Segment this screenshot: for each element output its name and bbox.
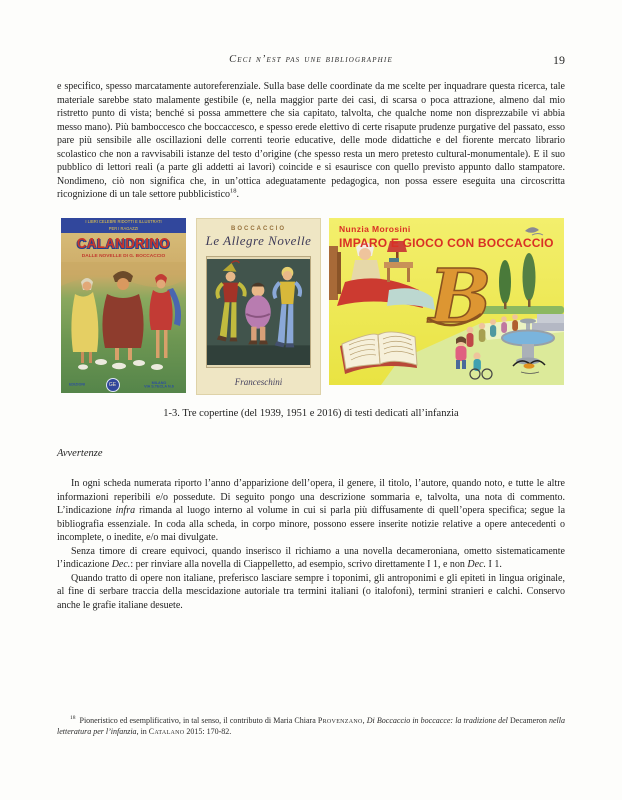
cover-calandrino <box>61 218 186 393</box>
figure-caption: 1-3. Tre copertine (del 1939, 1951 e 2016) di testi dedicati all’infanzia <box>163 408 459 419</box>
cover1-city-line1: MILANO <box>151 380 167 385</box>
fn-comma: , <box>362 716 367 725</box>
cover3-initial-letter: B <box>429 254 492 340</box>
figure-covers-row <box>61 218 564 395</box>
avv-p1-text2: rimanda al luogo interno al volume in cui si parla più diffusamente di quell’opera specifica; segue la bibliografia essenziale. In coda alla scheda, in corpo minore, possono essere inserite notizie relative a opere antecedenti o incomplete, o inedite, e/o mai divulgate. <box>57 505 566 543</box>
cover1-city-line2: VIA S.TECLA N.6 <box>144 384 174 389</box>
cover2-publisher: Franceschini <box>234 377 283 387</box>
cover2-title: Le Allegre Novelle <box>205 233 312 248</box>
cover1-illustration <box>61 262 186 375</box>
avvertenze-block <box>57 477 565 612</box>
cover2-illustration <box>206 256 311 368</box>
avv-p2-text3: I 1. <box>486 559 502 570</box>
avvertenze-paragraph-1 <box>57 477 565 545</box>
avv-p2-text2: : per rinviare alla novella di Ciappelletto, ad esempio, scrivo direttamente I 1, e non <box>130 559 468 570</box>
avv-p3-text: Quando tratto di opere non italiane, preferisco lasciare sempre i toponimi, gli antroponimi e gli epiteti in lingua originale, al fine di serbare traccia della mescidazione autoriale tra termini italiani (o italofoni), termini stranieri e calchi. Conservo anche le grafie italiane desuete. <box>57 572 565 611</box>
avv-p1-text: In ogni scheda numerata riporto l’anno d’apparizione dell’opera, il genere, il titolo, l’autore, quando noto, e tutte le altre informazioni reperibili e/o possedute. Di seguito pongo una descrizione sommaria e, talvolta, una nota di commento. L’indicazione <box>57 478 565 516</box>
cover1-series-line2: PER I RAGAZZI <box>108 226 139 231</box>
avvertenze-paragraph-2 <box>57 545 565 572</box>
cover-allegre-novelle <box>196 218 321 395</box>
body-paragraph-text: e specifico, spesso marcatamente autoreferenziale. Sulla base delle coordinate da me scelte per inquadrare questa ricerca, tale materiale sarebbe stato malamente gestibile (e, nella maggior parte dei casi, di scarsa o poca attrazione, almeno dal mio ristretto punto di vista; benché si possa ammettere che sia capitato, talvolta, che qualche nome non disprezzabile vi abbia messo mano). Più bamboccesco che boccaccesco, e spesso erede elettivo di certe risapute prudenze purgative del passato, esso pare più sensibile alle oscillazioni delle correnti teorie educative, delle mode didattiche e del fiorente mercato librario scolastico che non a ravvisabili istanze del testo d’origine (che spesso resta un mero pretesto cultural-monumentale). E il suo pubblico di lettori reali (a parte gli addetti ai lavori) coincide e si esaurisce con quello previsto appunto dallo stampatore. Nondimeno, ciò non significa che, in un’ottica adeguatamente pedagogica, non possa essere eseguita una circoscritta ricognizione di un tale settore pubblicistico <box>57 81 565 200</box>
footnote-reference: 18 <box>230 187 237 195</box>
fn-in: , in <box>136 726 149 736</box>
footnote-number: 18 <box>70 715 76 722</box>
cover3-title: IMPARO E GIOCO CON BOCCACCIO <box>339 236 554 250</box>
avv-p1-infra: infra <box>115 505 136 516</box>
cover1-publisher-logo: GE <box>106 378 120 392</box>
cover3-publisher-logo-icon <box>525 227 543 235</box>
cover1-subtitle: DALLE NOVELLE DI G. BOCCACCIO <box>81 253 166 259</box>
footnote-block <box>57 716 565 737</box>
running-header <box>57 54 565 70</box>
cover1-publisher: EDIZIONI <box>68 382 86 387</box>
avv-p2-dec: Dec. <box>111 559 131 570</box>
running-header-title: Ceci n’est pas une bibliographie <box>229 54 393 65</box>
body-text-block <box>57 80 565 202</box>
fn-decameron: Decameron <box>510 716 547 725</box>
cover1-publisher-band <box>61 376 186 393</box>
fn-title-italic2: nella letteratura per l’infanzia <box>57 716 566 736</box>
avvertenze-heading: Avvertenze <box>57 448 103 459</box>
avv-p2-dec2: Dec. <box>467 559 487 570</box>
cover1-series-line1: I LIBRI CELEBRI RIDOTTI E ILLUSTRATI <box>85 220 162 225</box>
cover-imparo-e-gioco <box>329 218 564 385</box>
cover2-author: BOCCACCIO <box>231 226 286 232</box>
body-paragraph <box>57 80 565 202</box>
body-paragraph-period: . <box>236 189 240 200</box>
page-number: 19 <box>553 53 565 67</box>
avv-p2-text: Senza timore di creare equivoci, quando inserisco il richiamo a una novella decameroniana, ometto sistematicamente l’indicazione <box>57 545 565 570</box>
cover1-title: CALANDRINO <box>76 235 171 252</box>
cover1-city <box>144 381 174 388</box>
fn-pages: 2015: 170-82. <box>184 726 232 736</box>
footnote-18 <box>57 716 565 737</box>
cover1-series-band <box>61 218 186 233</box>
fn-provenzano: Provenzano <box>317 716 363 725</box>
fn-catalano: Catalano <box>148 726 185 736</box>
avvertenze-paragraph-3 <box>57 572 565 613</box>
fn-title-italic: Di Boccaccio in boccacce: la tradizione del <box>366 716 511 725</box>
cover3-author: Nunzia Morosini <box>339 224 411 234</box>
fn-text: Pioneristico ed esemplificativo, in tal senso, il contributo di Maria Chiara <box>79 716 318 725</box>
